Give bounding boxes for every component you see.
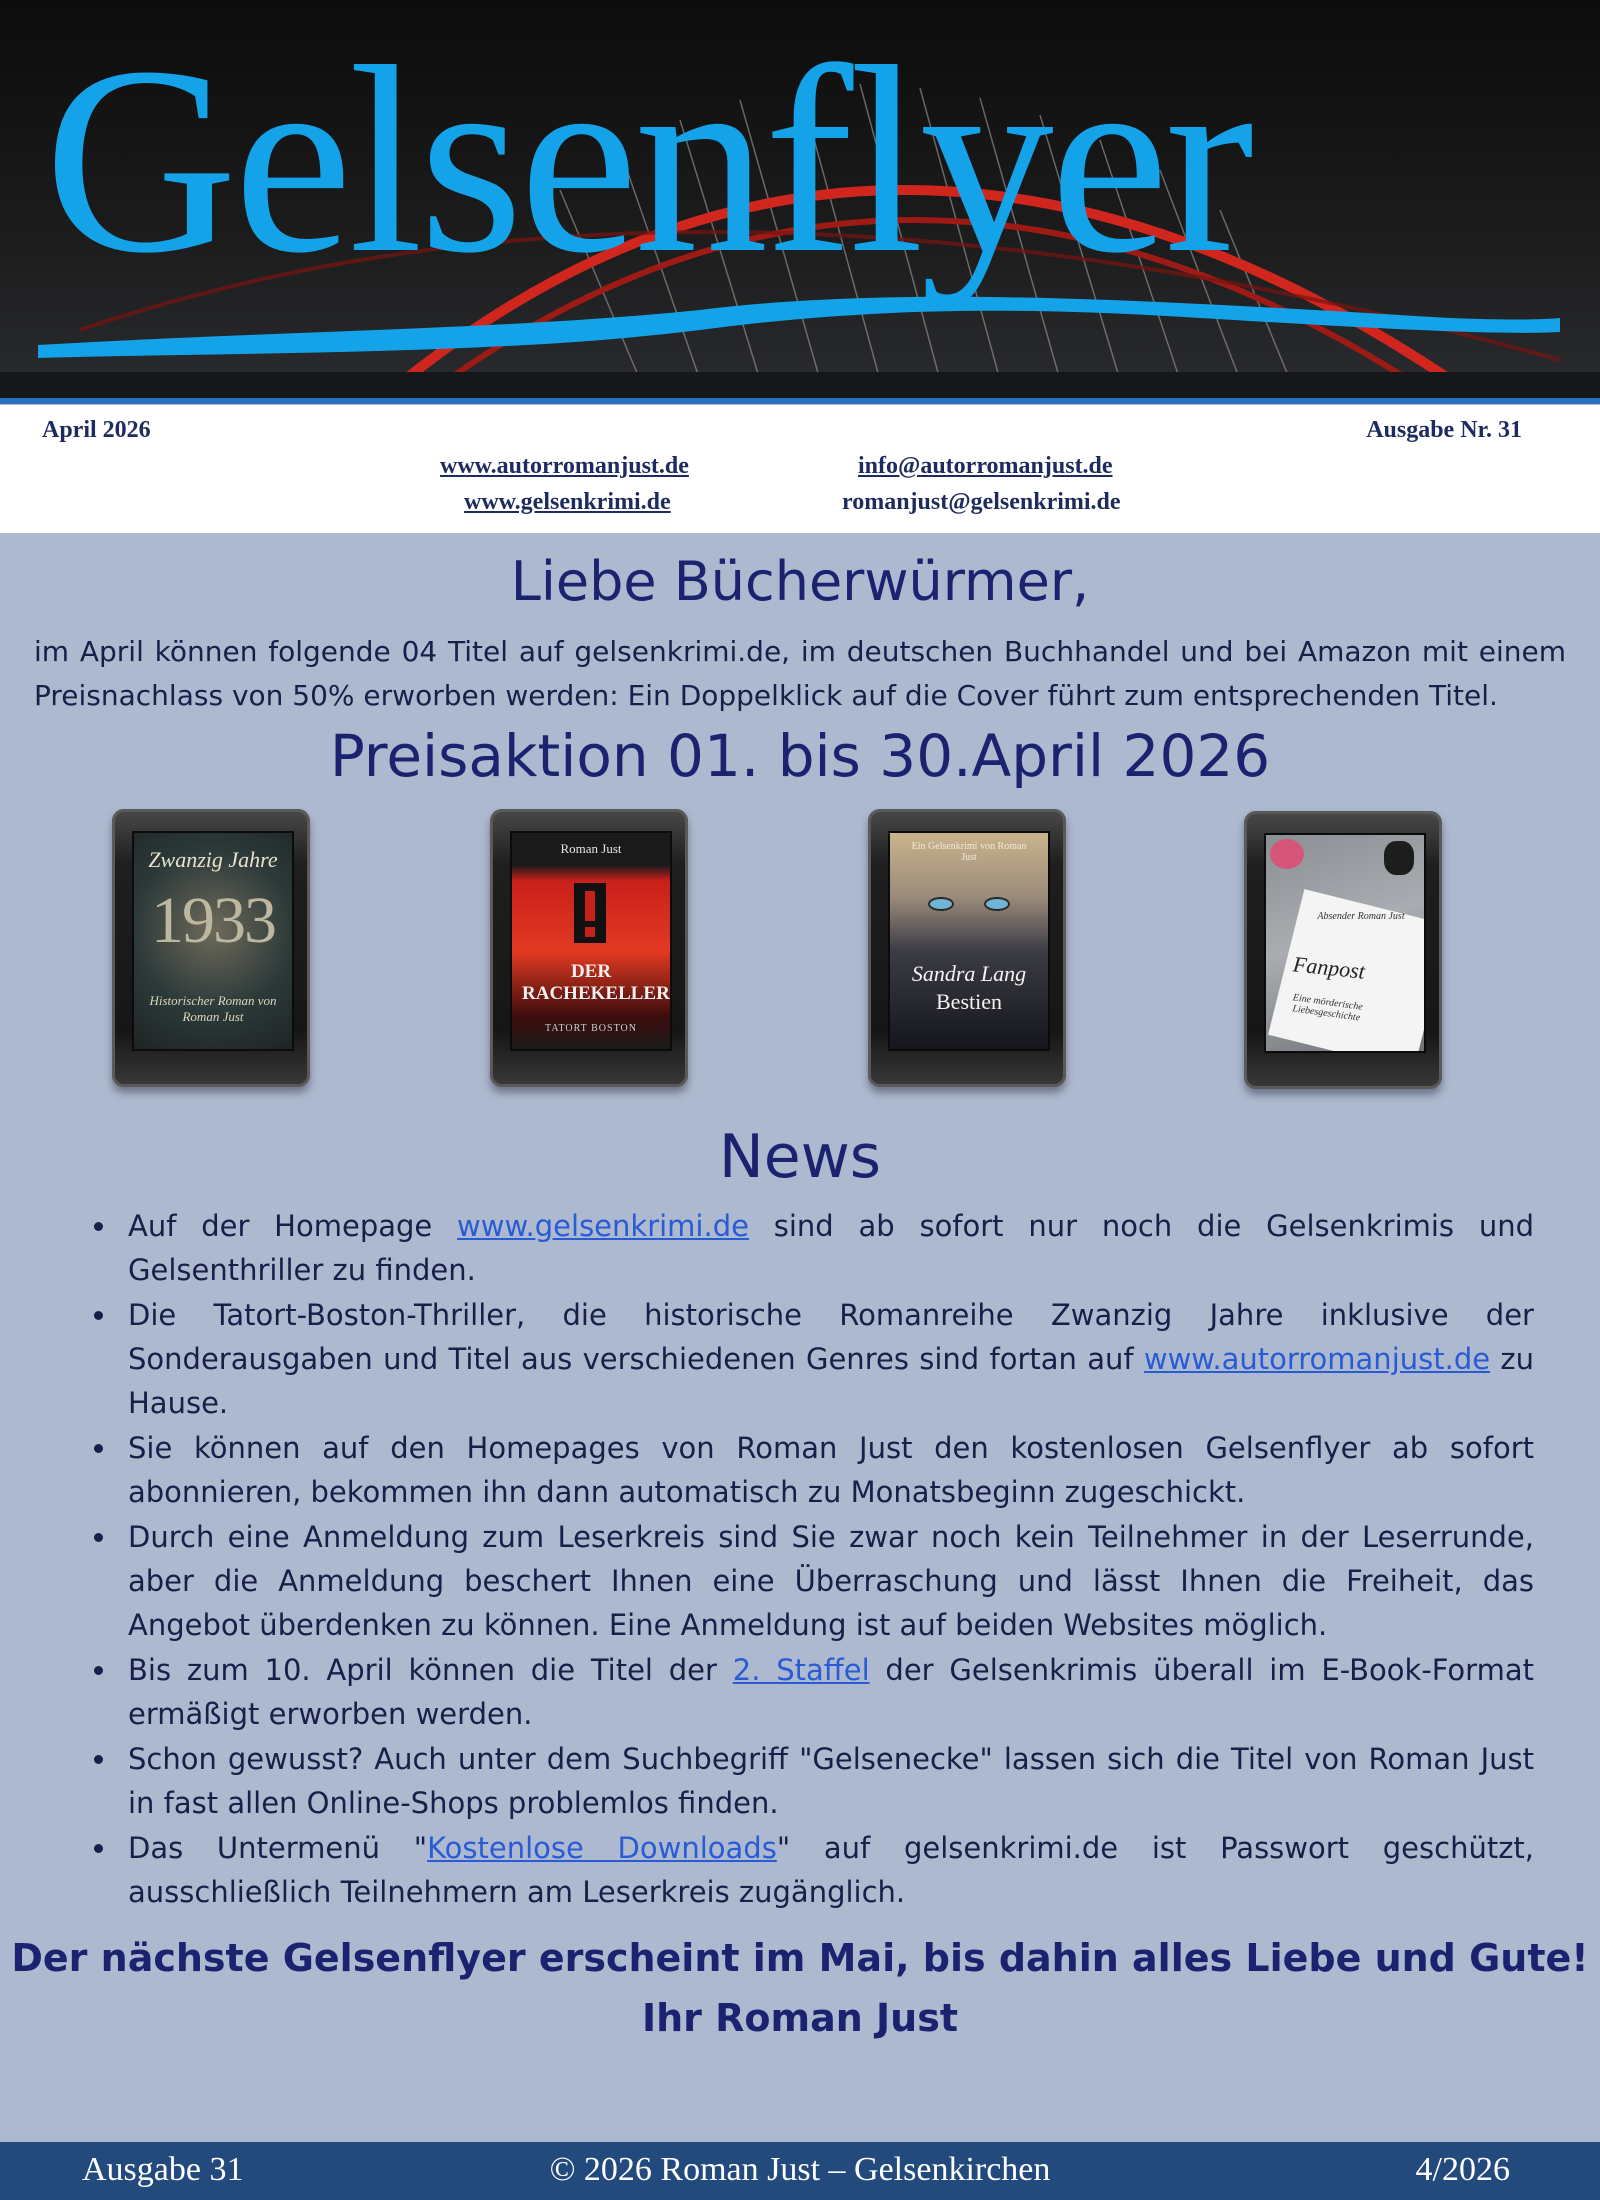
closing-signature: Ihr Roman Just xyxy=(641,1996,959,2040)
news-text: Auf der Homepage xyxy=(128,1209,458,1243)
link-gelsenkrimi[interactable]: www.gelsenkrimi.de xyxy=(464,489,671,515)
eyes-icon xyxy=(920,893,1018,913)
link-autorromanjust[interactable]: www.autorromanjust.de xyxy=(440,453,689,479)
issue-number: Ausgabe Nr. 31 xyxy=(1366,417,1522,443)
book-cover-1933[interactable] xyxy=(112,809,310,1087)
cover-series: TATORT BOSTON xyxy=(545,1023,637,1034)
news-item xyxy=(88,1515,1534,1647)
cover-author: Sandra Lang xyxy=(911,961,1027,986)
intro-paragraph: im April können folgende 04 Titel auf gelsenkrimi.de, im deutschen Buchhandel und bei Amazon mit einem Preisnachlass von 50% erworben werden: Ein Doppelklick auf die Cover führt zum entsprechenden Titel. xyxy=(34,635,1566,712)
footer-date: 4/2026 xyxy=(1415,2151,1510,2188)
cover-subtitle: Historischer Roman von Roman Just xyxy=(149,993,277,1024)
footer-copyright: © 2026 Roman Just – Gelsenkirchen xyxy=(549,2151,1051,2188)
email-info[interactable]: info@autorromanjust.de xyxy=(858,453,1113,479)
cover-screen xyxy=(888,831,1050,1051)
cover-title: Bestien xyxy=(936,989,1002,1014)
page-footer xyxy=(0,2142,1600,2200)
news-text: " auf gelsenkrimi.de ist Passwort geschützt, ausschließlich Teilnehmern am Leserkreis zugänglich. xyxy=(128,1831,1535,1909)
rose-icon xyxy=(1270,839,1304,869)
ink-bottle-icon xyxy=(1384,841,1414,875)
news-item xyxy=(88,1293,1534,1425)
news-item xyxy=(88,1737,1534,1825)
news-text: sind ab sofort nur noch die Gelsenkrimis und Gelsenthriller zu finden. xyxy=(128,1209,1534,1287)
book-covers xyxy=(0,805,1600,1095)
book-cover-fanpost[interactable] xyxy=(1244,811,1442,1089)
exclamation-icon xyxy=(574,883,606,943)
news-text: Schon gewusst? Auch unter dem Suchbegriff "Gelsenecke" lassen sich die Titel von Roman Just in fast allen Online-Shops problemlos finden. xyxy=(128,1742,1534,1820)
news-text: Das Untermenü " xyxy=(128,1831,428,1865)
news-item xyxy=(88,1204,1534,1292)
link-gelsenkrimi[interactable]: www.gelsenkrimi.de xyxy=(457,1209,749,1243)
closing-line: Der nächste Gelsenflyer erscheint im Mai, bis dahin alles Liebe und Gute! xyxy=(11,1936,1589,1980)
news-list xyxy=(88,1204,1534,1915)
cover-screen xyxy=(1264,833,1426,1053)
news-text: Sie können auf den Homepages von Roman Just den kostenlosen Gelsenflyer ab sofort abonnieren, bekommen ihn dann automatisch zu Monatsbeginn zugeschickt. xyxy=(128,1431,1534,1509)
news-item xyxy=(88,1426,1534,1514)
news-text: der Gelsenkrimis überall im E-Book-Format ermäßigt erworben werden. xyxy=(128,1653,1534,1731)
promo-heading: Preisaktion 01. bis 30.April 2026 xyxy=(329,722,1271,790)
news-item xyxy=(88,1648,1534,1736)
link-kostenlose-downloads[interactable]: Kostenlose Downloads xyxy=(427,1831,777,1865)
issue-info-bar xyxy=(0,405,1600,533)
cover-screen xyxy=(510,831,672,1051)
cover-series: Ein Gelsenkrimi von Roman Just xyxy=(911,841,1027,863)
book-cover-bestien[interactable] xyxy=(868,809,1066,1087)
masthead xyxy=(0,0,1600,400)
news-text: Durch eine Anmeldung zum Leserkreis sind Sie zwar noch kein Teilnehmer in der Leserrunde, aber die Anmeldung beschert Ihnen eine Überraschung und lässt Ihnen die Freiheit, das Angebot überdenken zu können. Eine Anmeldung ist auf beiden Websites möglich. xyxy=(128,1520,1534,1642)
news-heading: News xyxy=(718,1122,882,1192)
footer-issue: Ausgabe 31 xyxy=(82,2151,244,2188)
cover-screen xyxy=(132,831,294,1051)
news-item xyxy=(88,1826,1534,1914)
masthead-divider xyxy=(0,398,1600,404)
cover-author: Roman Just xyxy=(560,841,622,856)
link-autorromanjust[interactable]: www.autorromanjust.de xyxy=(1143,1342,1491,1376)
news-text: zu Hause. xyxy=(128,1342,1534,1420)
book-cover-rachekeller[interactable] xyxy=(490,809,688,1087)
cover-subtitle: Eine mörderische Liebesgeschichte xyxy=(1291,992,1364,1024)
cover-sender: Absender Roman Just xyxy=(1317,911,1405,922)
greeting-heading: Liebe Bücherwürmer, xyxy=(510,550,1090,613)
closing-message xyxy=(0,1928,1600,2048)
cover-title: Fanpost xyxy=(1291,951,1367,984)
masthead-title: Gelsenflyer xyxy=(44,11,1251,308)
link-staffel-2[interactable]: 2. Staffel xyxy=(732,1653,870,1687)
cover-title: DER RACHEKELLER xyxy=(522,961,670,1004)
news-text: Bis zum 10. April können die Titel der xyxy=(128,1653,733,1687)
issue-date: April 2026 xyxy=(42,417,151,443)
email-romanjust: romanjust@gelsenkrimi.de xyxy=(842,489,1121,515)
news-text: Die Tatort-Boston-Thriller, die historische Romanreihe Zwanzig Jahre inklusive der Sonderausgaben und Titel aus verschiedenen Genres sind fortan auf xyxy=(128,1298,1534,1376)
cover-title-small: Zwanzig Jahre xyxy=(148,847,278,872)
cover-title-large: 1933 xyxy=(151,884,275,957)
